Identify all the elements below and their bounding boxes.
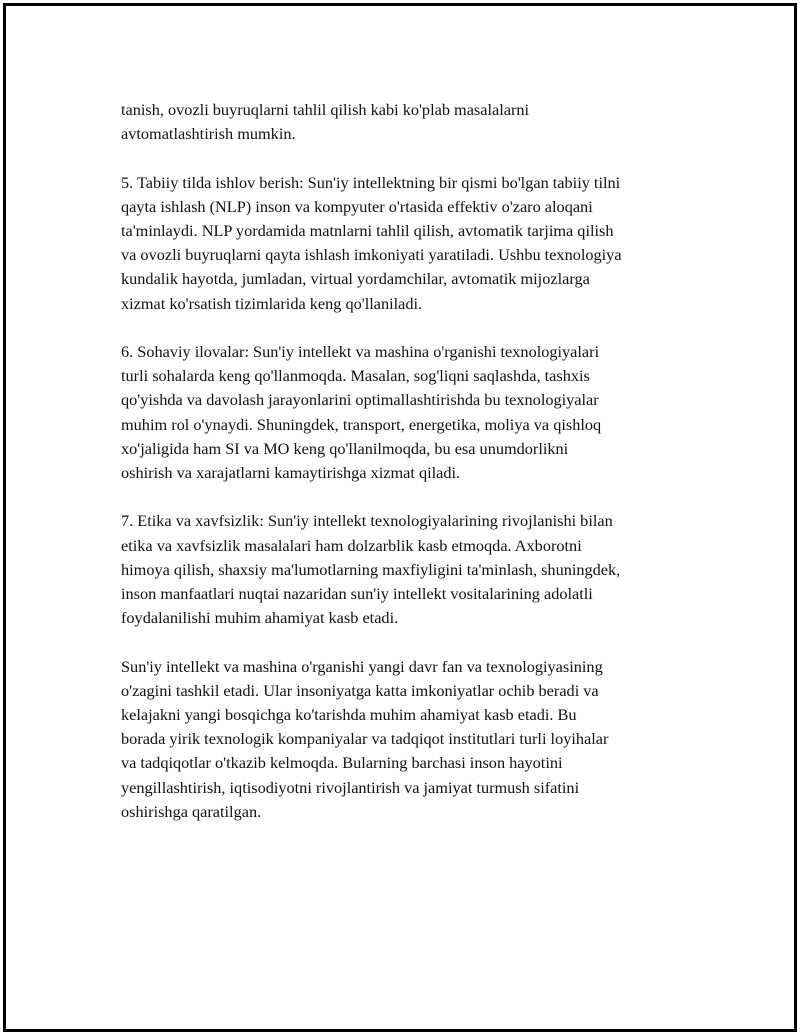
text-line: ta'minlaydi. NLP yordamida matnlarni tahlil qilish, avtomatik tarjima qilish xyxy=(121,221,614,240)
text-line: va tadqiqotlar o'tkazib kelmoqda. Bularning barchasi inson hayotini xyxy=(121,753,563,773)
document-body xyxy=(121,98,696,848)
text-line: 7. Etika va xavfsizlik: Sun'iy intellekt texnologiyalarining rivojlanishi bilan xyxy=(121,511,613,531)
text-line: 6. Sohaviy ilovalar: Sun'iy intellekt va mashina o'rganishi texnologiyalari xyxy=(121,342,600,361)
text-line: himoya qilish, shaxsiy ma'lumotlarning maxfiyligini ta'minlash, shuningdek, xyxy=(121,559,621,579)
text-line: Sun'iy intellekt va mashina o'rganishi yangi davr fan va texnologiyasining xyxy=(121,656,603,676)
paragraph xyxy=(121,509,696,630)
paragraph xyxy=(121,655,696,824)
text-line: kelajakni yangi bosqichga ko'tarishda muhim ahamiyat kasb etadi. Bu xyxy=(121,705,577,725)
text-line: xizmat ko'rsatish tizimlarida keng qo'llaniladi. xyxy=(121,293,423,313)
text-line: va ovozli buyruqlarni qayta ishlash imkoniyati yaratiladi. Ushbu texnologiya xyxy=(121,245,622,265)
text-line: kundalik hayotda, jumladan, virtual yordamchilar, avtomatik mijozlarga xyxy=(121,269,590,289)
text-line: oshirish va xarajatlarni kamaytirishga xizmat qiladi. xyxy=(121,463,461,483)
text-line: borada yirik texnologik kompaniyalar va tadqiqot institutlari turli loyihalar xyxy=(121,729,609,749)
text-line: foydalanilishi muhim ahamiyat kasb etadi. xyxy=(121,608,399,628)
text-line: qo'yishda va davolash jarayonlarini optimallashtirishda bu texnologiyalar xyxy=(121,390,599,410)
text-line: turli sohalarda keng qo'llanmoqda. Masalan, sog'liqni saqlashda, tashxis xyxy=(121,366,590,386)
text-line: yengillashtirish, iqtisodiyotni rivojlantirish va jamiyat turmush sifatini xyxy=(121,777,580,797)
paragraph xyxy=(121,340,696,485)
page-frame xyxy=(3,3,797,1032)
text-line: inson manfaatlari nuqtai nazaridan sun'iy intellekt vositalarining adolatli xyxy=(121,584,593,604)
text-line: qayta ishlash (NLP) inson va kompyuter o'rtasida effektiv o'zaro aloqani xyxy=(121,196,593,216)
text-line: 5. Tabiiy tilda ishlov berish: Sun'iy intellektning bir qismi bo'lgan tabiiy tilni xyxy=(121,172,621,192)
text-line: etika va xavfsizlik masalalari ham dolzarblik kasb etmoqda. Axborotni xyxy=(121,535,582,555)
text-line: xo'jaligida ham SI va MO keng qo'llanilmoqda, bu esa unumdorlikni xyxy=(121,438,569,458)
text-line: avtomatlashtirish mumkin. xyxy=(121,124,296,144)
text-line: o'zagini tashkil etadi. Ular insoniyatga katta imkoniyatlar ochib beradi va xyxy=(121,680,599,700)
paragraph xyxy=(121,171,696,316)
text-line: muhim rol o'ynaydi. Shuningdek, transport, energetika, moliya va qishloq xyxy=(121,414,602,434)
text-line: tanish, ovozli buyruqlarni tahlil qilish kabi ko'plab masalalarni xyxy=(121,100,530,119)
text-line: oshirishga qaratilgan. xyxy=(121,801,262,821)
paragraph xyxy=(121,98,696,146)
